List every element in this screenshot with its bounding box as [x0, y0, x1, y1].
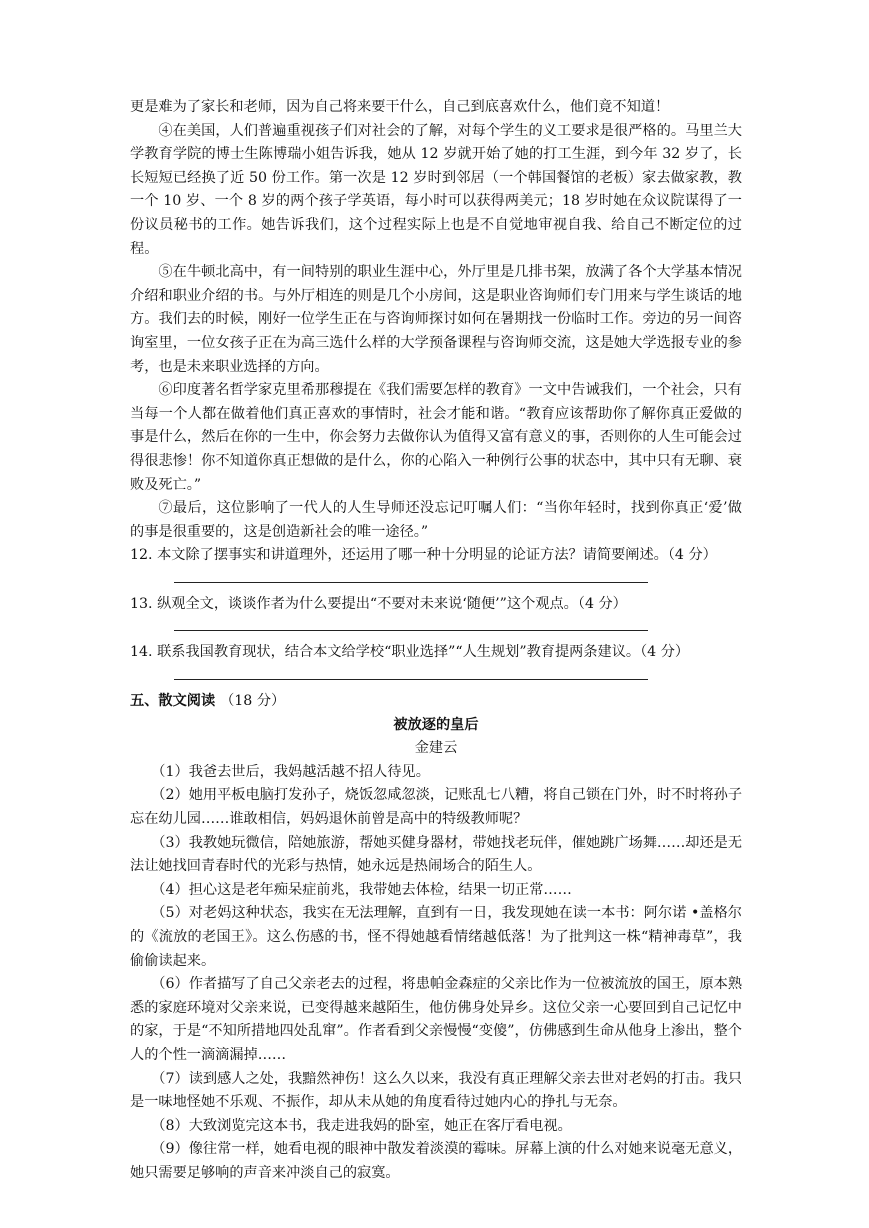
section-heading-label: 五、散文阅读 — [130, 693, 216, 710]
section-heading — [130, 690, 742, 714]
question-13: 13. 纵观全文，谈谈作者为什么要提出“不要对未来说‘随便’”这个观点。（4 分） — [130, 595, 627, 612]
section-points: （18 分） — [220, 693, 286, 710]
story-paragraph-5: （5）对老妈这种状态，我实在无法理解，直到有一日，我发现她在读一本书：阿尔诺 •盖格尔的《流放的老国王》。这么伤感的书，怪不得她越看情绪越低落！为了批判这一株“精神毒草”，我偷偷读起来。 — [130, 905, 742, 969]
answer-line-14[interactable] — [174, 665, 648, 680]
passage-paragraph-4: ④在美国，人们普遍重视孩子们对社会的了解，对每个学生的义工要求是很严格的。马里兰大学教育学院的博士生陈博瑞小姐告诉我，她从 12 岁就开始了她的打工生涯，到今年 32 岁了，长长短短已经换了近 50 份工作。第一次是 12 岁时到邻居（一个韩国餐馆的老板）家去做家教，教一个 10 岁、一个 8 岁的两个孩子学英语，每小时可以获得两美元；18 岁时她在众议院谋得了一份议员秘书的工作。她告诉我们，这个过程实际上也是不自觉地审视自我、给自己不断定位的过程。 — [130, 122, 742, 257]
passage-paragraph-5: ⑤在牛顿北高中，有一间特别的职业生涯中心，外厅里是几排书架，放满了各个大学基本情况介绍和职业介绍的书。与外厅相连的则是几个小房间，这是职业咨询师们专门用来与学生谈话的地方。我们去的时候，刚好一位学生正在与咨询师探讨如何在暑期找一份临时工作。旁边的另一间咨询室里，一位女孩子正在为高三选什么样的大学预备课程与咨询师交流，这是她大学选报专业的参考，也是未来职业选择的方向。 — [130, 264, 742, 375]
story-paragraph-9: （9）像往常一样，她看电视的眼神中散发着淡漠的霉味。屏幕上演的什么对她来说毫无意义，她只需要足够响的声音来冲淡自己的寂寞。 — [130, 1141, 743, 1181]
passage-paragraph-6: ⑥印度著名哲学家克里希那穆提在《我们需要怎样的教育》一文中告诫我们，一个社会，只有当每一个人都在做着他们真正喜欢的事情时，社会才能和谐。“教育应该帮助你了解你真正爱做的事是什么，然后在你的一生中，你会努力去做你认为值得又富有意义的事，否则你的人生可能会过得很悲惨！你不知道你真正想做的是什么，你的心陷入一种例行公事的状态中，其中只有无聊、衰败及死亡。” — [130, 382, 742, 493]
story-paragraph-2: （2）她用平板电脑打发孙子，烧饭忽咸忽淡，记账乱七八糟，将自己锁在门外，时不时将孙子忘在幼儿园……谁敢相信，妈妈退休前曾是高中的特级教师呢？ — [130, 787, 743, 828]
document-page — [130, 96, 742, 1186]
passage-paragraph-continued: 更是难为了家长和老师，因为自己将来要干什么，自己到底喜欢什么，他们竟不知道！ — [130, 99, 670, 115]
story-paragraph-4: （4）担心这是老年痴呆症前兆，我带她去体检，结果一切正常…… — [151, 881, 572, 898]
story-paragraph-1: （1）我爸去世后，我妈越活越不招人待见。 — [151, 763, 430, 780]
story-paragraph-7: （7）读到感人之处，我黯然神伤！这么久以来，我没有真正理解父亲去世对老妈的打击。我只是一味地怪她不乐观、不振作，却从未从她的角度看待过她内心的挣扎与无奈。 — [130, 1070, 743, 1111]
passage-paragraph-7: ⑦最后，这位影响了一代人的人生导师还没忘记叮嘱人们：“当你年轻时，找到你真正‘爱’做的事是很重要的，这是创造新社会的唯一途径。” — [130, 500, 742, 540]
story-paragraph-8: （8）大致浏览完这本书，我走进我妈的卧室，她正在客厅看电视。 — [151, 1117, 572, 1134]
story-author: 金建云 — [414, 740, 458, 757]
answer-line-13[interactable] — [174, 616, 648, 631]
answer-line-12[interactable] — [174, 568, 648, 583]
story-paragraph-6: （6）作者描写了自己父亲老去的过程，将患帕金森症的父亲比作为一位被流放的国王，原本熟悉的家庭环境对父亲来说，已变得越来越陌生，他仿佛身处异乡。这位父亲一心要回到自己记忆中的家，于是“不知所措地四处乱窜”。作者看到父亲慢慢“变傻”，仿佛感到生命从他身上渗出，整个人的个性一滴滴漏掉…… — [130, 976, 743, 1063]
question-14: 14. 联系我国教育现状，结合本文给学校“职业选择”“人生规划”教育提两条建议。（4 分） — [130, 644, 690, 661]
story-title: 被放逐的皇后 — [393, 716, 479, 733]
question-12: 12. 本文除了摆事实和讲道理外，还运用了哪一种十分明显的论证方法？请简要阐述。（4 分） — [130, 547, 717, 564]
story-paragraph-3: （3）我教她玩微信，陪她旅游，帮她买健身器材，带她找老玩伴，催她跳广场舞……却还是无法让她找回青春时代的光彩与热情，她永远是热闹场合的陌生人。 — [130, 834, 743, 875]
